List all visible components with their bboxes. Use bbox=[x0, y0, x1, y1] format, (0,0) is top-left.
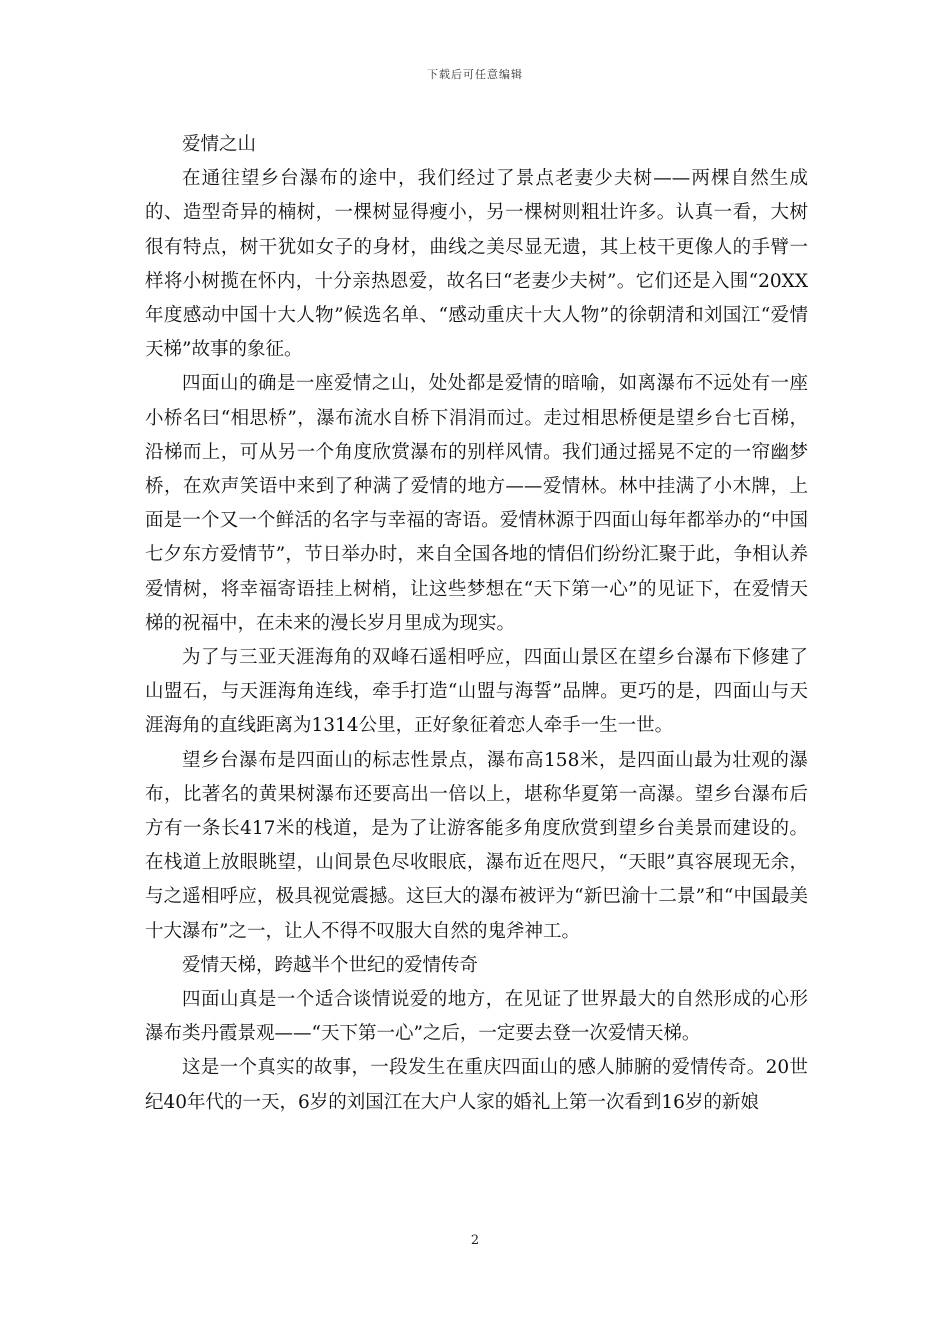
header-note: 下载后可任意编辑 bbox=[427, 68, 523, 81]
paragraph: 四面山真是一个适合谈情说爱的地方，在见证了世界最大的自然形成的心形瀑布类丹霞景观——“天下第一心”之后，一定要去登一次爱情天梯。 bbox=[145, 989, 808, 1045]
paragraph: 在通往望乡台瀑布的途中，我们经过了景点老妻少夫树——两棵自然生成的、造型奇异的楠树，一棵树显得瘦小，另一棵树则粗壮许多。认真一看，大树很有特点，树干犹如女子的身材，曲线之美尽显无遗，其上枝干更像人的手臂一样将小树揽在怀内，十分亲热恩爱，故名曰“老妻少夫树”。它们还是入围“20XX年度感动中国十大人物”候选名单、“感动重庆十大人物”的徐朝清和刘国江“爱情天梯”故事的象征。 bbox=[145, 168, 808, 361]
paragraph: 望乡台瀑布是四面山的标志性景点，瀑布高158米，是四面山最为壮观的瀑布，比著名的黄果树瀑布还要高出一倍以上，堪称华夏第一高瀑。望乡台瀑布后方有一条长417米的栈道，是为了让游客能多角度欣赏到望乡台美景而建设的。在栈道上放眼眺望，山间景色尽收眼底，瀑布近在咫尺，“天眼”真容展现无余，与之遥相呼应，极具视觉震撼。这巨大的瀑布被评为“新巴渝十二景”和“中国最美十大瀑布”之一，让人不得不叹服大自然的鬼斧神工。 bbox=[145, 749, 808, 942]
body-text bbox=[145, 128, 808, 1120]
section-title: 爱情之山 bbox=[182, 134, 257, 155]
paragraph: 四面山的确是一座爱情之山，处处都是爱情的暗喻，如离瀑布不远处有一座小桥名曰“相思桥”，瀑布流水自桥下涓涓而过。走过相思桥便是望乡台七百梯，沿梯而上，可从另一个角度欣赏瀑布的别样风情。我们通过摇晃不定的一帘幽梦桥，在欢声笑语中来到了种满了爱情的地方——爱情林。林中挂满了小木牌，上面是一个又一个鲜活的名字与幸福的寄语。爱情林源于四面山每年都举办的“中国七夕东方爱情节”，节日举办时，来自全国各地的情侣们纷纷汇聚于此，争相认养爱情树，将幸福寄语挂上树梢，让这些梦想在“天下第一心”的见证下，在爱情天梯的祝福中，在未来的漫长岁月里成为现实。 bbox=[145, 373, 808, 634]
section-title: 爱情天梯，跨越半个世纪的爱情传奇 bbox=[182, 954, 479, 976]
paragraph: 为了与三亚天涯海角的双峰石遥相呼应，四面山景区在望乡台瀑布下修建了山盟石，与天涯海角连线，牵手打造“山盟与海誓”品牌。更巧的是，四面山与天涯海角的直线距离为1314公里，正好象征着恋人牵手一生一世。 bbox=[145, 647, 808, 737]
paragraph: 这是一个真实的故事，一段发生在重庆四面山的感人肺腑的爱情传奇。20世纪40年代的一天，6岁的刘国江在大户人家的婚礼上第一次看到16岁的新娘 bbox=[145, 1057, 808, 1113]
page-number: 2 bbox=[470, 1233, 480, 1248]
